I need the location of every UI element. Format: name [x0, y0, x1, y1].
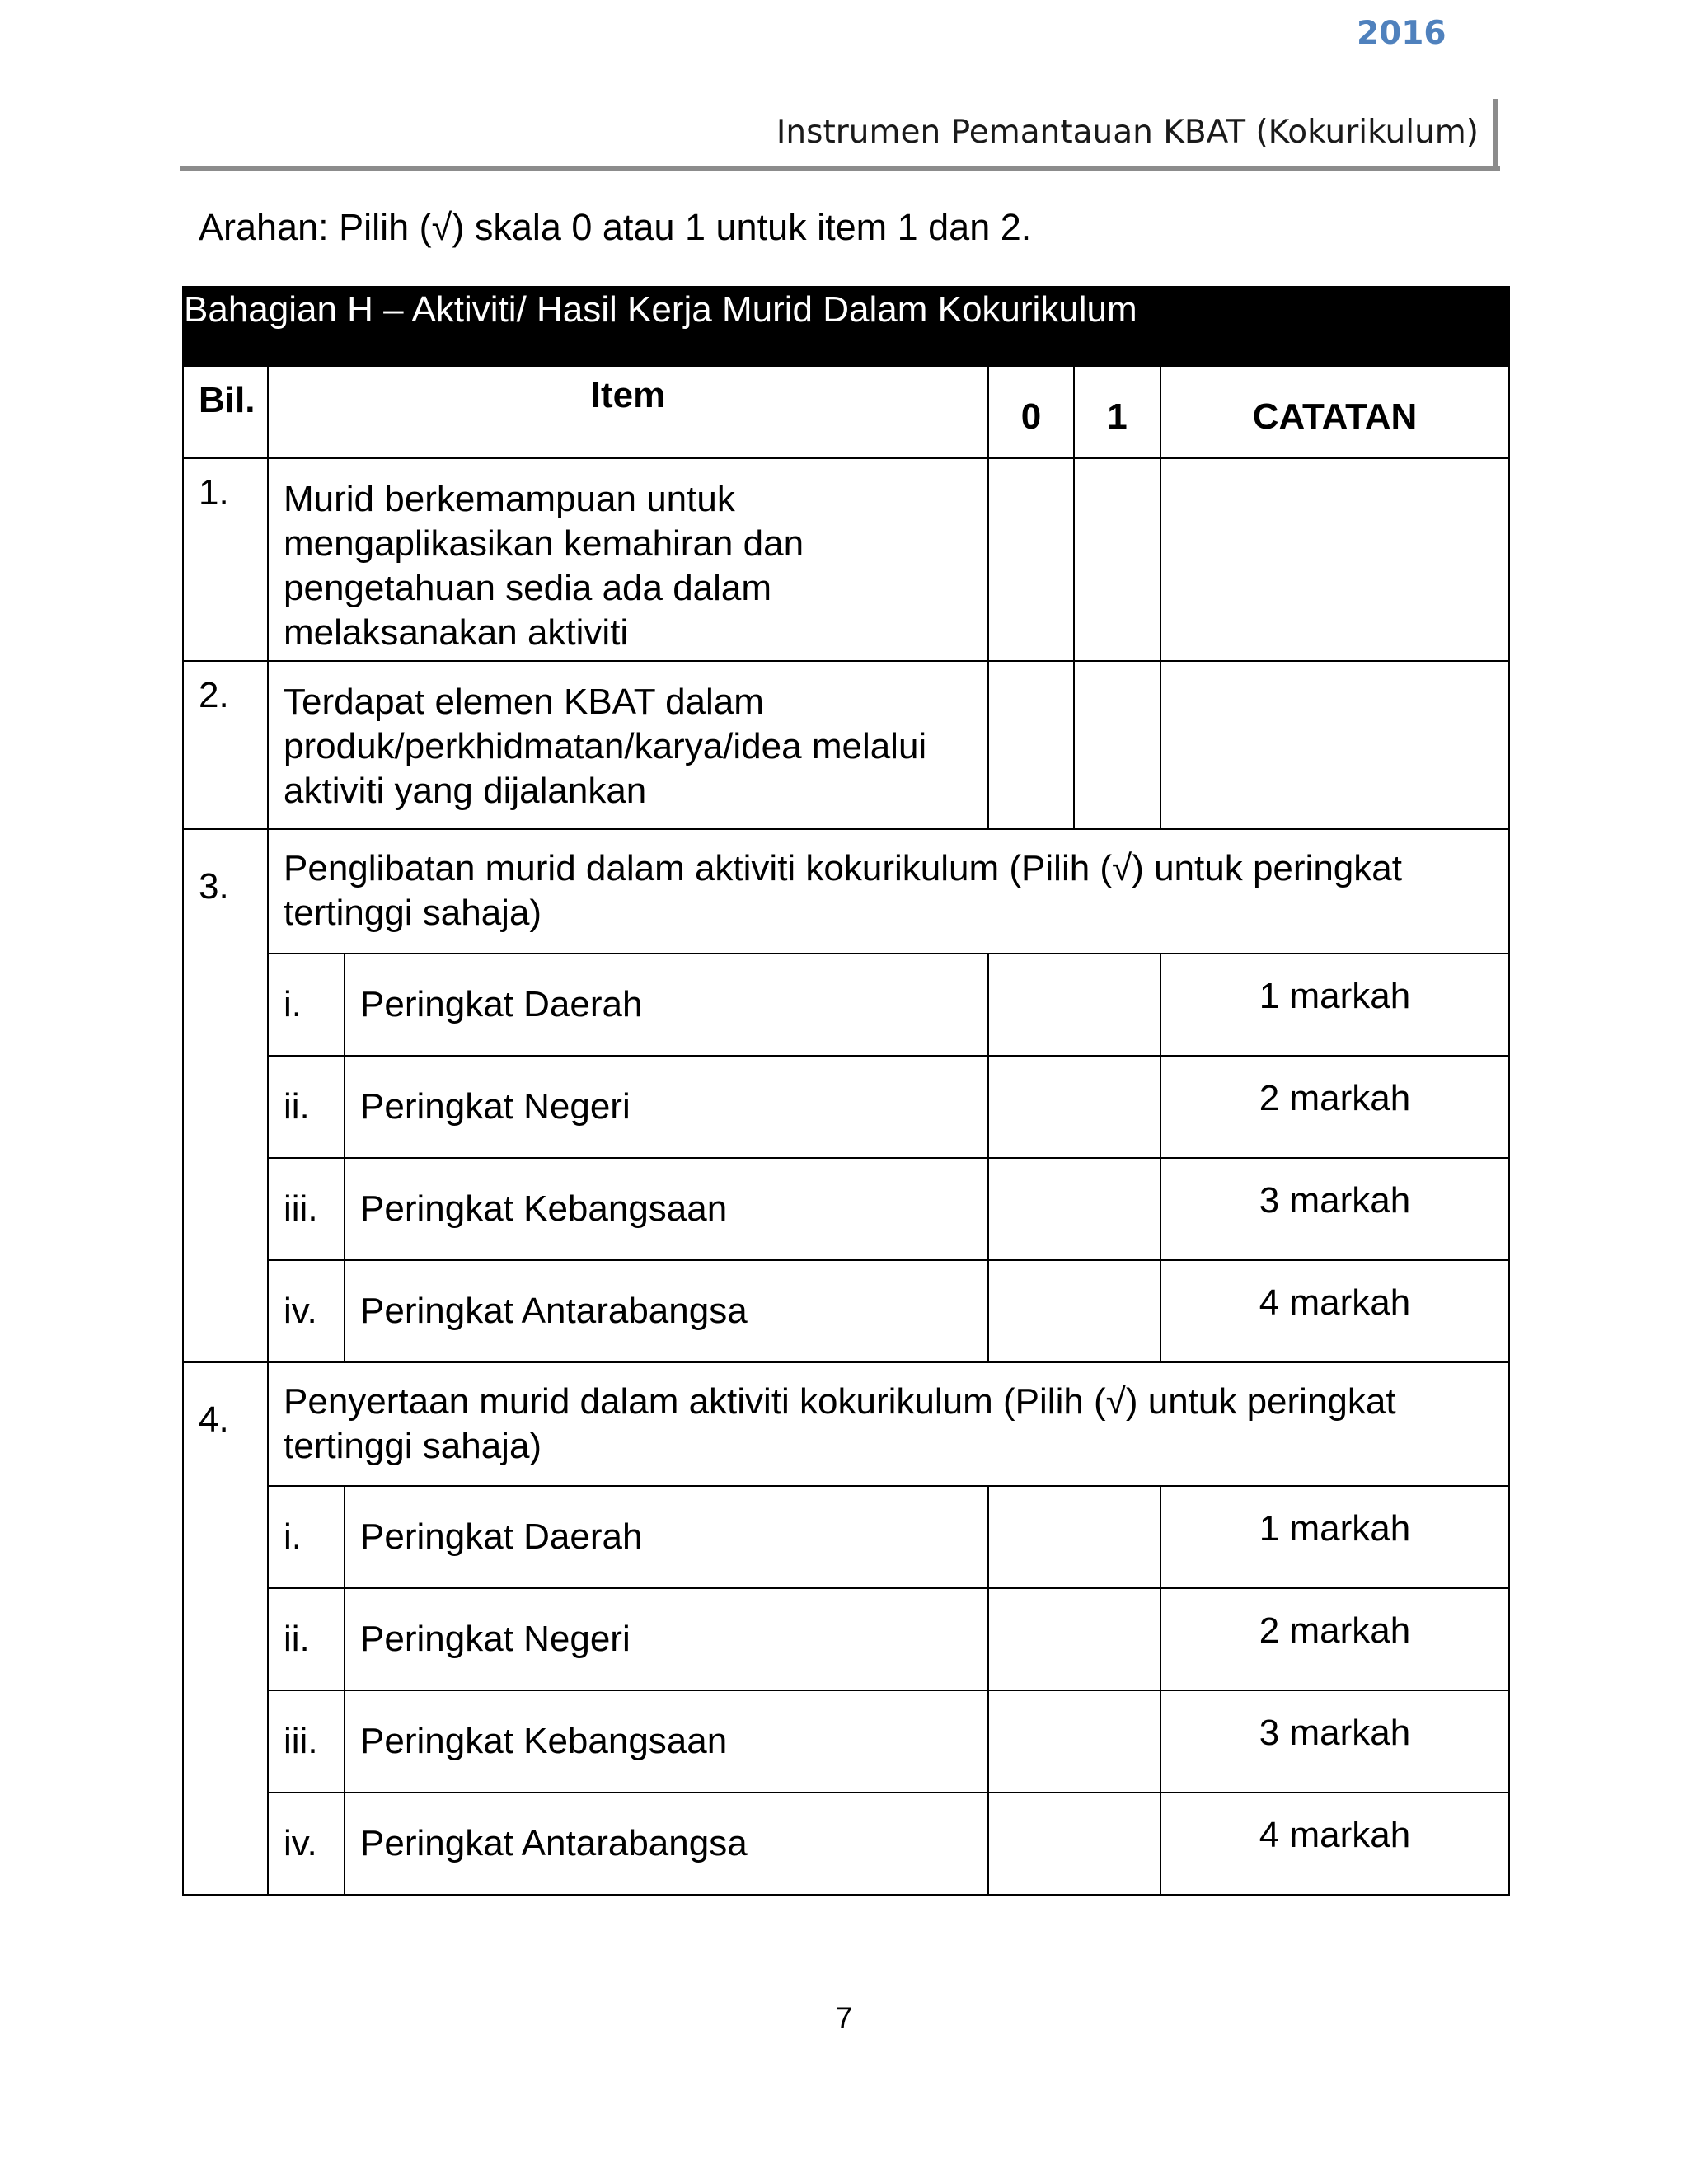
column-score-0: 0 [988, 366, 1074, 458]
level-label: Peringkat Kebangsaan [345, 1158, 988, 1260]
level-marks: 2 markah [1160, 1056, 1509, 1158]
score-0-cell[interactable] [988, 661, 1074, 829]
catatan-cell[interactable] [1160, 661, 1509, 829]
item-number: 1. [183, 458, 268, 661]
level-check-cell[interactable] [988, 1158, 1160, 1260]
level-roman: iv. [268, 1793, 345, 1895]
level-check-cell[interactable] [988, 1486, 1160, 1588]
section-title: Bahagian H – Aktiviti/ Hasil Kerja Murid Dalam Kokurikulum [183, 287, 1509, 366]
level-check-cell[interactable] [988, 1260, 1160, 1362]
level-marks: 1 markah [1160, 954, 1509, 1056]
column-item: Item [268, 366, 988, 458]
level-roman: iii. [268, 1158, 345, 1260]
assessment-table [182, 286, 1510, 1896]
table-row [183, 1158, 1509, 1260]
page-number: 7 [835, 2001, 853, 2035]
group-title-row [183, 1362, 1509, 1486]
column-catatan: CATATAN [1160, 366, 1509, 458]
group-number: 3. [183, 829, 268, 1362]
level-marks: 1 markah [1160, 1486, 1509, 1588]
level-label: Peringkat Kebangsaan [345, 1690, 988, 1793]
level-label: Peringkat Negeri [345, 1056, 988, 1158]
section-header-row [183, 287, 1509, 366]
level-check-cell[interactable] [988, 1588, 1160, 1690]
score-0-cell[interactable] [988, 458, 1074, 661]
table-row [183, 1056, 1509, 1158]
level-roman: i. [268, 1486, 345, 1588]
score-1-cell[interactable] [1074, 661, 1160, 829]
level-roman: iv. [268, 1260, 345, 1362]
level-label: Peringkat Daerah [345, 954, 988, 1056]
group-number: 4. [183, 1362, 268, 1895]
level-check-cell[interactable] [988, 1793, 1160, 1895]
level-roman: ii. [268, 1056, 345, 1158]
header-rule [180, 166, 1500, 171]
header-separator [1493, 99, 1498, 168]
level-check-cell[interactable] [988, 954, 1160, 1056]
table-row [183, 954, 1509, 1056]
header-year: 2016 [1357, 15, 1447, 52]
table-row [183, 1690, 1509, 1793]
level-marks: 3 markah [1160, 1158, 1509, 1260]
level-roman: i. [268, 954, 345, 1056]
group-title: Penyertaan murid dalam aktiviti kokurikulum (Pilih (√) untuk peringkat tertinggi sahaja) [268, 1362, 1509, 1486]
level-roman: iii. [268, 1690, 345, 1793]
table-row [183, 1793, 1509, 1895]
level-label: Peringkat Antarabangsa [345, 1793, 988, 1895]
item-text: Murid berkemampuan untuk mengaplikasikan kemahiran dan pengetahuan sedia ada dalam melaksanakan aktiviti [268, 458, 988, 661]
level-label: Peringkat Antarabangsa [345, 1260, 988, 1362]
item-text: Terdapat elemen KBAT dalam produk/perkhidmatan/karya/idea melalui aktiviti yang dijalankan [268, 661, 988, 829]
level-check-cell[interactable] [988, 1056, 1160, 1158]
level-label: Peringkat Negeri [345, 1588, 988, 1690]
page-header [180, 99, 1498, 173]
table-row [183, 1486, 1509, 1588]
table-row [183, 1260, 1509, 1362]
group-title: Penglibatan murid dalam aktiviti kokurikulum (Pilih (√) untuk peringkat tertinggi sahaja) [268, 829, 1509, 954]
catatan-cell[interactable] [1160, 458, 1509, 661]
level-marks: 3 markah [1160, 1690, 1509, 1793]
table-row [183, 661, 1509, 829]
item-number: 2. [183, 661, 268, 829]
table-row [183, 1588, 1509, 1690]
level-marks: 4 markah [1160, 1793, 1509, 1895]
column-score-1: 1 [1074, 366, 1160, 458]
instruction-text: Arahan: Pilih (√) skala 0 atau 1 untuk item 1 dan 2. [199, 206, 1032, 248]
level-check-cell[interactable] [988, 1690, 1160, 1793]
column-bil: Bil. [183, 366, 268, 458]
score-1-cell[interactable] [1074, 458, 1160, 661]
column-header-row [183, 366, 1509, 458]
level-marks: 4 markah [1160, 1260, 1509, 1362]
header-title: Instrumen Pemantauan KBAT (Kokurikulum) [776, 114, 1479, 151]
table-row [183, 458, 1509, 661]
level-roman: ii. [268, 1588, 345, 1690]
level-marks: 2 markah [1160, 1588, 1509, 1690]
group-title-row [183, 829, 1509, 954]
level-label: Peringkat Daerah [345, 1486, 988, 1588]
